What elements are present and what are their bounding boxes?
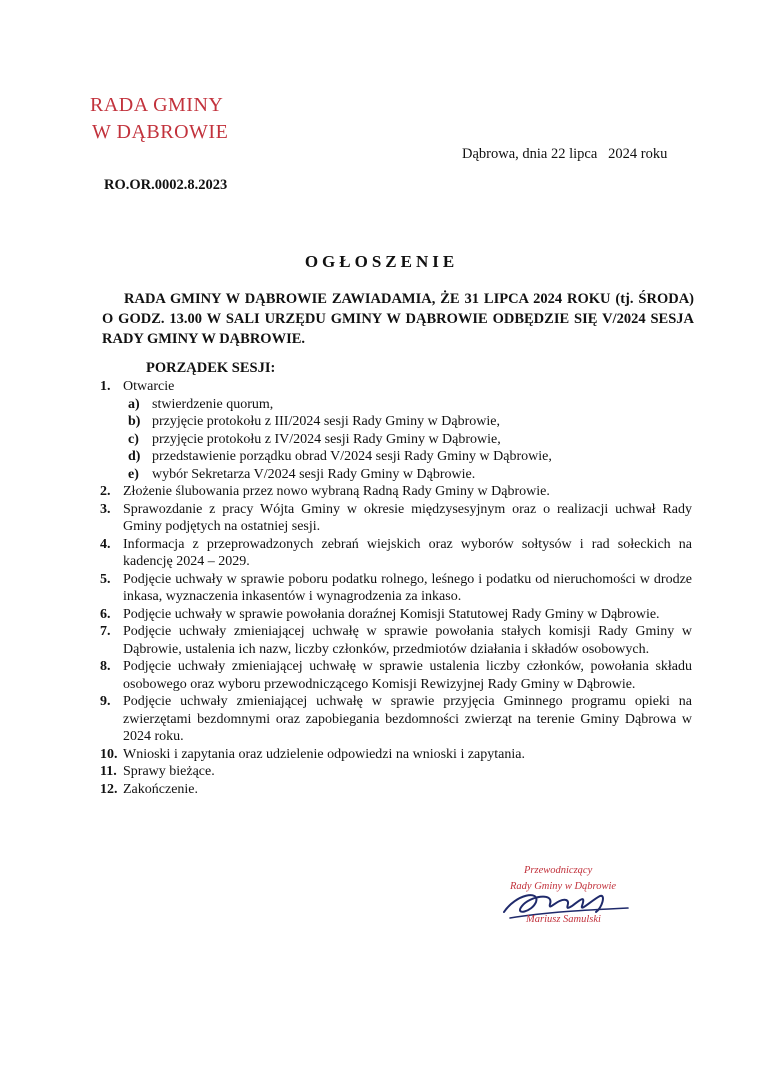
signature-title: Przewodniczący [524,865,593,876]
agenda-subitem-text: przyjęcie protokołu z III/2024 sesji Rady Gminy w Dąbrowie, [152,414,500,429]
agenda-subitem-letter: a) [128,396,140,412]
agenda-subitem-text: przedstawienie porządku obrad V/2024 sesji Rady Gminy w Dąbrowie, [152,449,552,464]
agenda-item-number: 3. [100,501,111,517]
agenda-subitem-text: stwierdzenie quorum, [152,396,274,412]
agenda-item [100,378,692,483]
agenda-item [100,781,692,799]
agenda-item [100,571,692,606]
council-stamp [90,92,228,146]
agenda-item-number: 11. [100,764,117,779]
signature-block [496,862,646,937]
agenda-subitem-letter: e) [128,466,139,482]
agenda-item [100,606,692,624]
agenda-item-number: 9. [100,694,111,709]
agenda-subitem [123,396,692,414]
agenda-subitem-letter: b) [128,414,141,429]
agenda-subitem-text: przyjęcie protokołu z IV/2024 sesji Rady Gminy w Dąbrowie, [152,431,501,447]
signature-council: Rady Gminy w Dąbrowie [510,881,617,892]
agenda-item-text: Podjęcie uchwały zmieniającej uchwałę w sprawie ustalenia liczby członków, powołania składu osobowego oraz wyboru przewodniczącego Komisji Rewizyjnej Rady Gminy w Dąbrowie. [123,659,692,692]
document-title: OGŁOSZENIE [304,252,459,271]
announcement-text: RADA GMINY W DĄBROWIE ZAWIADAMIA, ŻE 31 LIPCA 2024 ROKU (tj. ŚRODA) O GODZ. 13.00 W SALI URZĘDU GMINY W DĄBROWIE ODBĘDZIE SIĘ V/2024 SESJA RADY GMINY W DĄBROWIE. [102,291,694,347]
agenda-item-number: 10. [100,746,118,762]
agenda-subitem [123,448,692,466]
agenda-item-text: Sprawozdanie z pracy Wójta Gminy w okresie międzysesyjnym oraz o realizacji uchwał Rady Gminy podjętych na ostatniej sesji. [123,501,692,534]
agenda-item-number: 1. [100,379,111,394]
agenda-item-text: Podjęcie uchwały zmieniającej uchwałę w sprawie przyjęcia Gminnego programu opieki na zwierzętami bezdomnymi oraz zapobiegania bezdomności zwierząt na terenie Gminy Dąbrowa w 2024 roku. [123,694,692,744]
agenda-item-text: Informacja z przeprowadzonych zebrań wiejskich oraz wyborów sołtysów i rad sołeckich na kadencję 2024 – 2029. [123,536,692,569]
agenda-item [100,763,692,781]
agenda-subitem-letter: d) [128,449,141,464]
agenda-item-text: Złożenie ślubowania przez nowo wybraną Radną Rady Gminy w Dąbrowie. [123,484,550,499]
agenda-item-number: 12. [100,781,118,797]
agenda-item-number: 8. [100,659,111,674]
agenda-subitem [123,466,692,484]
agenda-item [100,536,692,571]
agenda-item-text: Podjęcie uchwały zmieniającej uchwałę w sprawie powołania stałych komisji Rady Gminy w Dąbrowie, ustalenia ich nazw, liczby członków, przedmiotów działania i składów osobowych. [123,624,692,657]
agenda-subitem-text: wybór Sekretarza V/2024 sesji Rady Gminy w Dąbrowie. [152,466,476,482]
agenda-item-text: Sprawy bieżące. [123,764,215,779]
agenda-item-text: Otwarcie [123,379,175,394]
place-and-date: Dąbrowa, dnia 22 lipca 2024 roku [462,146,668,162]
agenda-item-number: 7. [100,624,111,639]
agenda-item-text: Zakończenie. [123,781,199,797]
agenda-title: PORZĄDEK SESJI: [146,360,276,376]
agenda-item-text: Wnioski i zapytania oraz udzielenie odpowiedzi na wnioski i zapytania. [123,746,525,762]
agenda-subitem [123,431,692,449]
agenda-list [100,378,692,798]
signature-name: Mariusz Samulski [526,914,601,925]
agenda-item [100,693,692,746]
agenda-item [100,746,692,764]
agenda-item-number: 4. [100,536,111,552]
agenda-item-number: 5. [100,571,111,587]
agenda-item [100,658,692,693]
stamp-line-1: RADA GMINY [90,94,224,116]
agenda-item [100,483,692,501]
agenda-item [100,501,692,536]
reference-number: RO.OR.0002.8.2023 [104,177,228,193]
stamp-line-2: W DĄBROWIE [92,121,229,143]
agenda-item [100,623,692,658]
agenda-item-number: 6. [100,606,111,622]
agenda-item-text: Podjęcie uchwały w sprawie powołania doraźnej Komisji Statutowej Rady Gminy w Dąbrowie. [123,606,660,622]
agenda-subitem-letter: c) [128,431,139,447]
agenda-subitems [123,396,692,484]
agenda-item-text: Podjęcie uchwały w sprawie poboru podatku rolnego, leśnego i podatku od nieruchomości w drodze inkasa, wyznaczenia inkasentów i wynagrodzenia za inkaso. [123,571,692,604]
agenda-subitem [123,413,692,431]
agenda-item-number: 2. [100,484,111,499]
